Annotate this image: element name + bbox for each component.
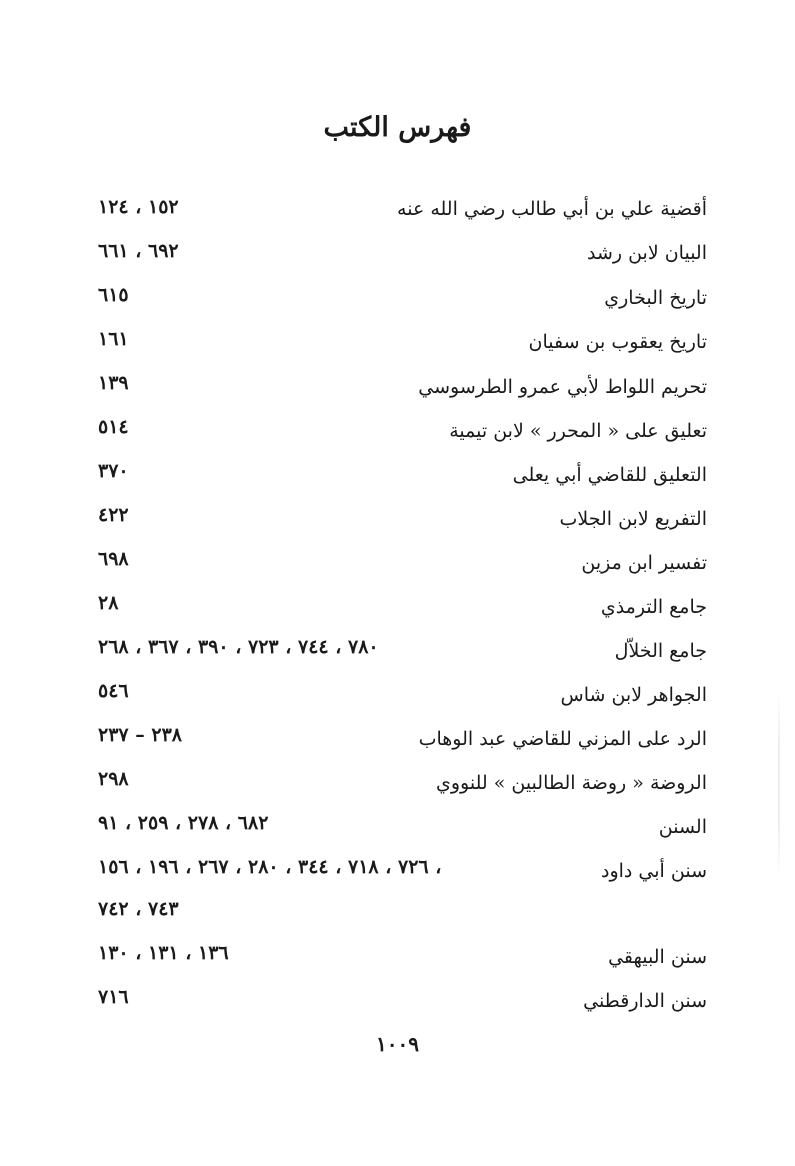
entry-title: تاريخ البخاري: [604, 287, 707, 309]
entry-pages: ٦٩٢ ، ٦٦١: [98, 240, 179, 262]
entry-title: تعليق على « المحرر » لابن تيمية: [449, 420, 707, 442]
entry-title: البيان لابن رشد: [586, 242, 707, 264]
entry-pages: ٤٢٢: [98, 504, 129, 526]
entry-pages: ٢٨: [98, 592, 119, 614]
entry-pages: ٢٣٨ – ٢٣٧: [98, 724, 182, 746]
entry-title: التفريع لابن الجلاب: [559, 508, 707, 530]
entry-title: سنن البيهقي: [608, 946, 707, 968]
entry-title: تحريم اللواط لأبي عمرو الطرسوسي: [418, 376, 707, 398]
entry-title: سنن الدارقطني: [583, 990, 707, 1012]
entry-pages: ، ٧٢٦ ، ٧١٨ ، ٣٤٤ ، ٢٨٠ ، ٢٦٧ ، ١٩٦ ، ١٥٦: [98, 856, 442, 878]
entry-title: جامع الخلاّل: [614, 640, 707, 662]
entry-pages: ٧١٦: [98, 986, 129, 1008]
entry-title: الروضة « روضة الطالبين » للنووي: [435, 772, 707, 794]
entry-title: أقضية علي بن أبي طالب رضي الله عنه: [397, 198, 707, 220]
page-title: فهرس الكتب: [323, 112, 472, 143]
entry-pages: ٥١٤: [98, 416, 129, 438]
page-edge-shadow: [778, 690, 780, 880]
entry-title: سنن أبي داود: [601, 860, 707, 882]
entry-title: الجواهر لابن شاس: [560, 684, 707, 706]
entry-pages: ٥٤٦: [98, 680, 129, 702]
entry-pages: ١٣٦ ، ١٣١ ، ١٣٠: [98, 942, 229, 964]
entry-pages: ٢٩٨: [98, 768, 129, 790]
entry-pages: ٣٧٠: [98, 460, 129, 482]
entry-title: السنن: [658, 816, 707, 838]
entry-title: التعليق للقاضي أبي يعلى: [512, 464, 707, 486]
entry-title: الرد على المزني للقاضي عبد الوهاب: [418, 728, 707, 750]
entry-title: تاريخ يعقوب بن سفيان: [528, 331, 707, 353]
entry-pages: ١٦١: [98, 328, 129, 350]
entry-title: جامع الترمذي: [600, 596, 707, 618]
entry-pages: ٧٤٣ ، ٧٤٢: [98, 898, 179, 920]
entry-pages: ٧٨٠ ، ٧٤٤ ، ٧٢٣ ، ٣٩٠ ، ٣٦٧ ، ٢٦٨: [98, 636, 379, 658]
page-number: ١٠٠٩: [376, 1032, 419, 1056]
entry-pages: ١٥٢ ، ١٢٤: [98, 196, 179, 218]
entry-pages: ١٣٩: [98, 372, 129, 394]
entry-pages: ٦١٥: [98, 284, 129, 306]
entry-pages: ٦٩٨: [98, 548, 129, 570]
entry-title: تفسير ابن مزين: [581, 552, 707, 574]
entry-pages: ٦٨٢ ، ٢٧٨ ، ٢٥٩ ، ٩١: [98, 812, 269, 834]
